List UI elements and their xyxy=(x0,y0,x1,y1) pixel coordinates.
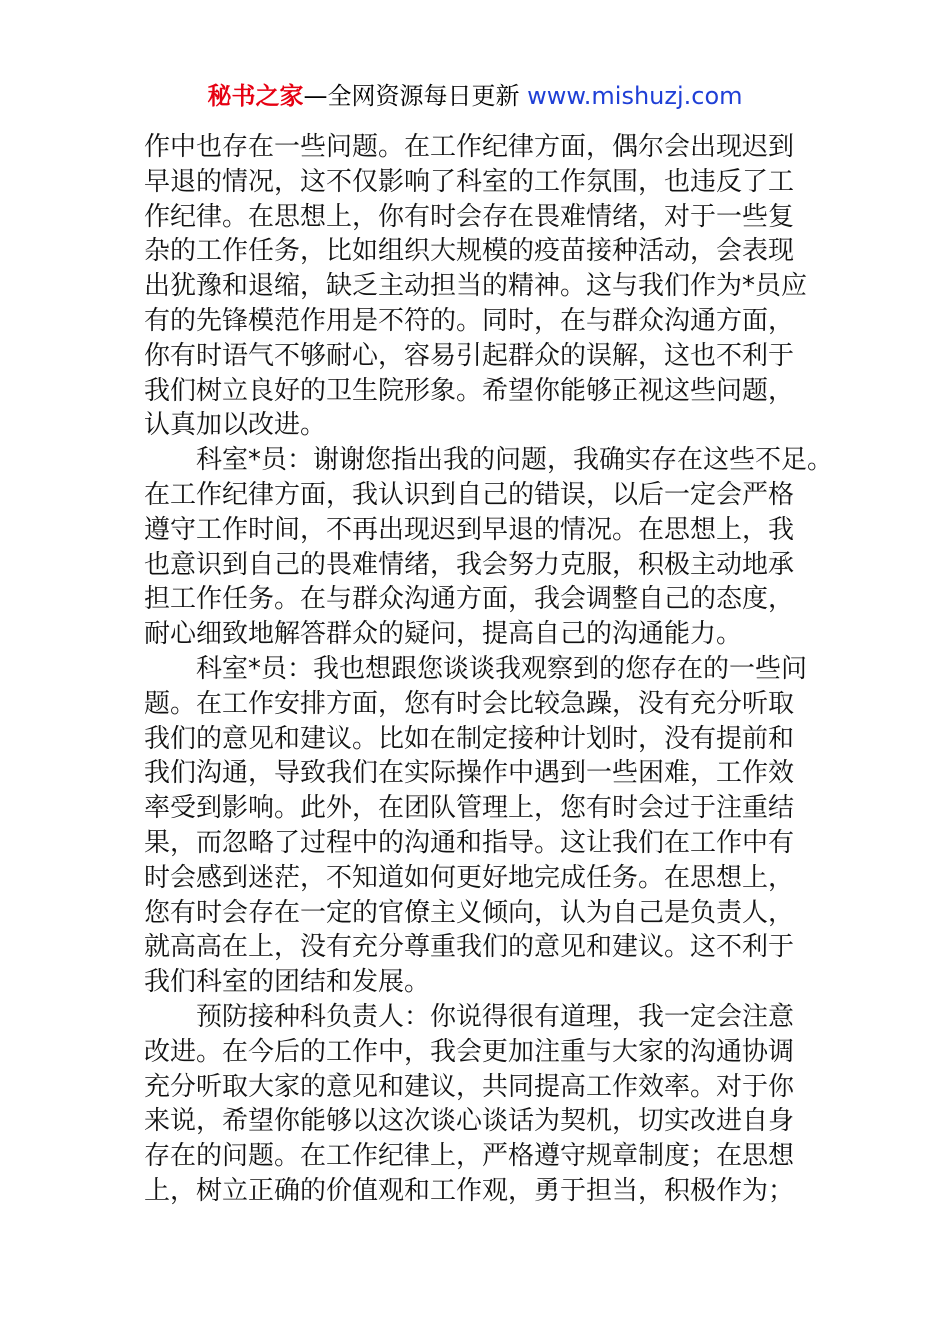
text-line: 来说，希望你能够以这次谈心谈话为契机，切实改进自身 xyxy=(144,1106,795,1137)
paragraph xyxy=(144,130,809,443)
text-line: 果，而忽略了过程中的沟通和指导。这让我们在工作中有 xyxy=(144,827,795,858)
text-line: 我们科室的团结和发展。 xyxy=(144,967,431,998)
text-line: 你有时语气不够耐心，容易引起群众的误解，这也不利于 xyxy=(144,340,795,371)
paragraph xyxy=(144,1000,809,1209)
text-line: 就高高在上，没有充分尊重我们的意见和建议。这不利于 xyxy=(144,932,795,963)
text-line: 上，树立正确的价值观和工作观，勇于担当，积极作为； xyxy=(144,1175,795,1206)
text-line: 我们树立良好的卫生院形象。希望你能够正视这些问题， xyxy=(144,375,795,406)
text-line: 充分听取大家的意见和建议，共同提高工作效率。对于你 xyxy=(144,1071,795,1102)
paragraph xyxy=(144,443,834,652)
site-url-link[interactable]: www.mishuzj.com xyxy=(527,82,743,110)
text-line: 改进。在今后的工作中，我会更加注重与大家的沟通协调 xyxy=(144,1036,795,1067)
brand-name: 秘书之家 xyxy=(207,82,304,110)
text-line: 有的先锋模范作用是不符的。同时，在与群众沟通方面， xyxy=(144,305,795,336)
text-line: 也意识到自己的畏难情绪，我会努力克服，积极主动地承 xyxy=(144,549,795,580)
text-line: 我们的意见和建议。比如在制定接种计划时，没有提前和 xyxy=(144,723,795,754)
text-line: 早退的情况，这不仅影响了科室的工作氛围，也违反了工 xyxy=(144,166,795,197)
text-line: 杂的工作任务，比如组织大规模的疫苗接种活动，会表现 xyxy=(144,236,795,267)
text-line: 出犹豫和退缩，缺乏主动担当的精神。这与我们作为*员应 xyxy=(144,271,808,302)
text-line: 我们沟通，导致我们在实际操作中遇到一些困难，工作效 xyxy=(144,758,795,789)
text-line: 遵守工作时间，不再出现迟到早退的情况。在思想上，我 xyxy=(144,514,795,545)
site-header xyxy=(0,80,950,112)
text-line: 耐心细致地解答群众的疑问，提高自己的沟通能力。 xyxy=(144,619,743,650)
text-line: 科室*员：谢谢您指出我的问题，我确实存在这些不足。 xyxy=(196,445,834,476)
text-line: 在工作纪律方面，我认识到自己的错误，以后一定会严格 xyxy=(144,479,795,510)
text-line: 作中也存在一些问题。在工作纪律方面，偶尔会出现迟到 xyxy=(144,132,795,162)
text-line: 率受到影响。此外，在团队管理上，您有时会过于注重结 xyxy=(144,793,795,824)
text-line: 您有时会存在一定的官僚主义倾向，认为自己是负责人， xyxy=(144,897,795,928)
paragraph xyxy=(144,652,809,1000)
text-line: 预防接种科负责人：你说得很有道理，我一定会注意 xyxy=(196,1001,795,1032)
text-line: 题。在工作安排方面，您有时会比较急躁，没有充分听取 xyxy=(144,688,795,719)
text-line: 科室*员：我也想跟您谈谈我观察到的您存在的一些问 xyxy=(196,653,808,684)
text-line: 认真加以改进。 xyxy=(144,410,327,441)
text-line: 担工作任务。在与群众沟通方面，我会调整自己的态度， xyxy=(144,584,795,615)
document-body xyxy=(144,130,834,1209)
text-line: 存在的问题。在工作纪律上，严格遵守规章制度；在思想 xyxy=(144,1141,795,1172)
text-line: 时会感到迷茫，不知道如何更好地完成任务。在思想上， xyxy=(144,862,795,893)
text-line: 作纪律。在思想上，你有时会存在畏难情绪，对于一些复 xyxy=(144,201,795,232)
header-slogan: —全网资源每日更新 xyxy=(303,82,520,110)
